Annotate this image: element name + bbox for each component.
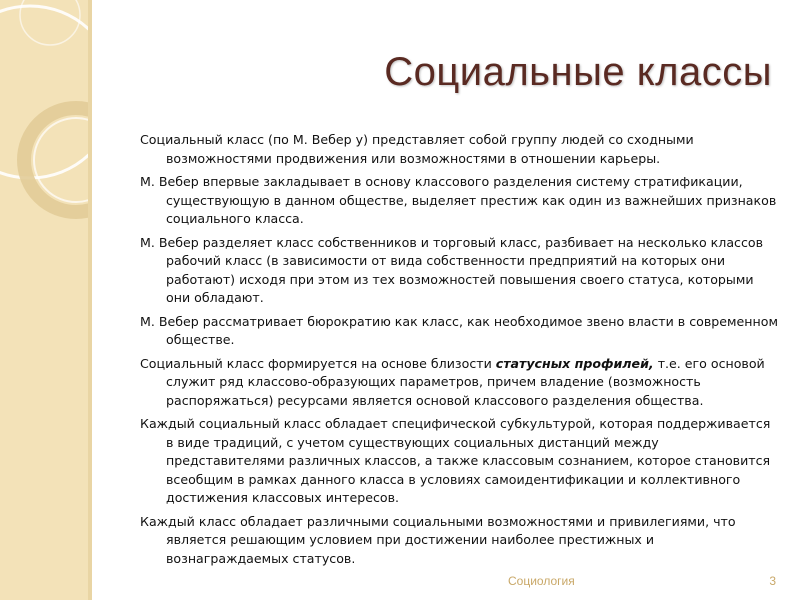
emphasized-term: статусных профилей, [495, 355, 654, 371]
paragraph: Каждый социальный класс обладает специфической субкультурой, которая поддерживается в виде традиций, с учетом существующих социальных дистанций между представителями различных классов, а также классовым сознанием, которое становится всеобщим в рамках данного класса в условиях самоидентификации и коллективного достижения классовых интересов. [140, 416, 771, 505]
paragraph-with-emphasis [140, 355, 780, 411]
decorative-circles [0, 0, 88, 600]
slide-body [140, 131, 780, 573]
paragraph: Социальный класс (по М. Вебер у) представляет собой группу людей со сходными возможностями продвижения или возможностями в отношении карьеры. [140, 132, 694, 166]
paragraph-text-before: Социальный класс формируется на основе близости [140, 355, 496, 371]
slide-number: 3 [769, 574, 776, 588]
paragraph: Каждый класс обладает различными социальными возможностями и привилегиями, что является решающим условием при достижении наиболее престижных и вознаграждаемых статусов. [140, 513, 736, 566]
paragraph-text-after: т.е. его основой служит ряд классово-образующих параметров, причем владение (возможность распоряжаться) ресурсами является основой классового разделения общества. [166, 355, 765, 408]
footer-text: Социология [508, 574, 575, 588]
inner-circle-outline [34, 118, 88, 202]
sidebar-edge [88, 0, 92, 600]
paragraph: М. Вебер впервые закладывает в основу классового разделения систему стратификации, существующую в данном обществе, выделяет престиж как один из важнейших признаков социального класса. [140, 174, 777, 226]
paragraph: М. Вебер разделяет класс собственников и торговый класс, разбивает на несколько классов рабочий класс (в зависимости от вида собственности предприятий на которых они работают) исходя при этом из тех возможностей повышения своего статуса, которыми они обладают. [140, 234, 764, 305]
decorative-sidebar [0, 0, 88, 600]
slide-title: Социальные классы [384, 50, 772, 94]
paragraph: М. Вебер рассматривает бюрократию как класс, как необходимое звено власти в современном обществе. [140, 313, 778, 347]
